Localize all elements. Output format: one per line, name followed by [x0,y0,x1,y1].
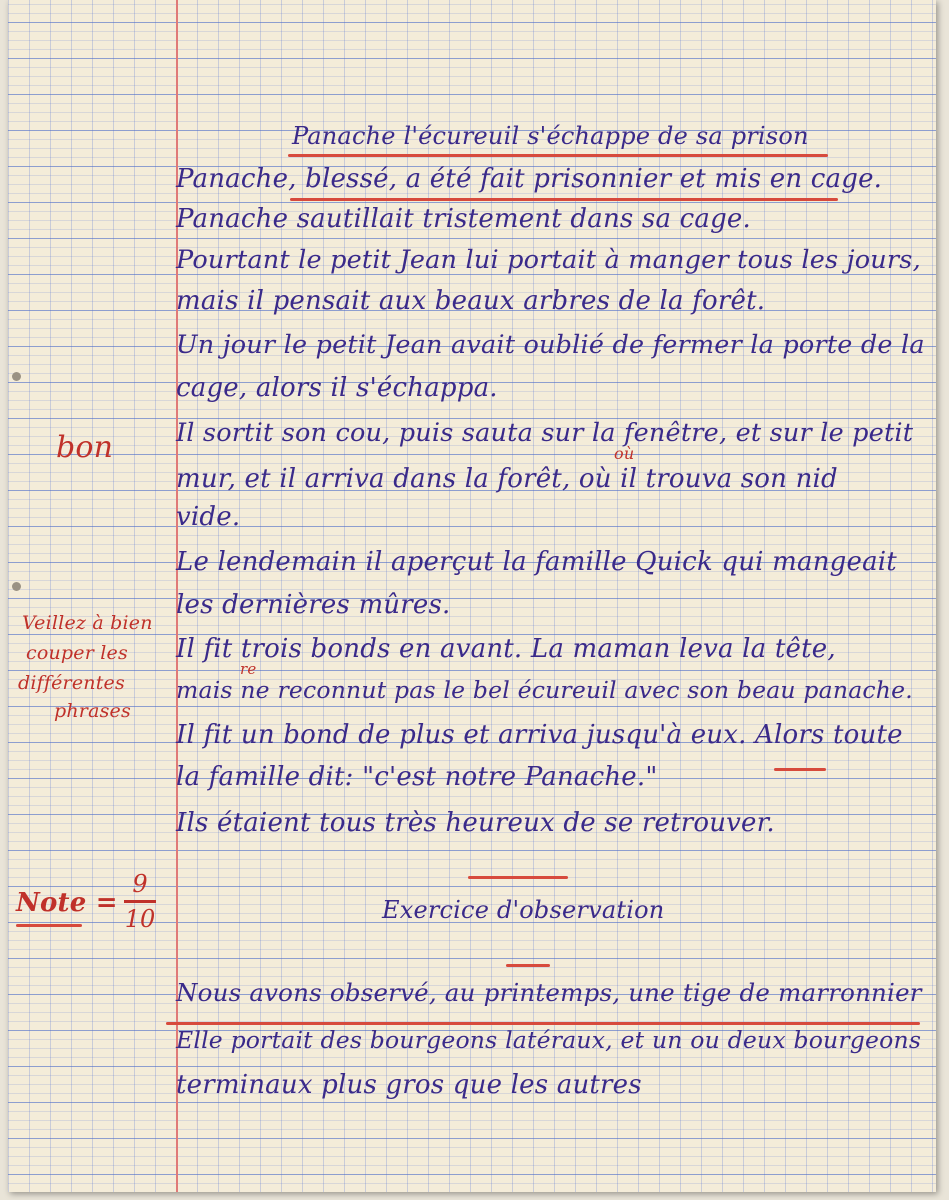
correction-re: re [240,660,257,678]
text-line: Il fit un bond de plus et arriva jusqu'à eux. Alors toute [176,720,903,750]
grade-label: Note = [16,888,118,918]
text-line: Panache sautillait tristement dans sa cage. [176,204,751,234]
margin-advice: phrases [54,700,131,722]
exercise-line: Nous avons observé, au printemps, une tige de marronnier [176,978,922,1007]
margin-advice: Veillez à bien [22,612,153,634]
text-line: mur, et il arriva dans la forêt, où il trouva son nid [176,464,838,494]
text-line: vide. [176,502,241,532]
text-line: Pourtant le petit Jean lui portait à manger tous les jours, [176,245,921,275]
grade-numerator: 9 [132,870,148,898]
text-line: mais ne reconnut pas le bel écureuil avec son beau panache. [176,676,913,704]
binding-hole [12,372,21,381]
line-underline [166,1022,920,1025]
text-line: la famille dit: "c'est notre Panache." [176,762,658,792]
text-line: les dernières mûres. [176,590,451,620]
exercise-line: Elle portait des bourgeons latéraux, et un ou deux bourgeons [176,1026,922,1054]
section-divider [468,876,568,879]
page-title: Panache l'écureuil s'échappe de sa prison [292,122,809,150]
text-line: Il sortit son cou, puis sauta sur la fenêtre, et sur le petit [176,418,914,448]
section-divider [506,964,550,967]
fraction-bar [124,900,156,903]
exercise-title: Exercice d'observation [382,896,665,924]
grade-fraction [120,870,160,933]
margin-advice: différentes [18,672,125,694]
grade-denominator: 10 [124,905,156,933]
margin-note-bon: bon [56,430,114,465]
grade-underline [16,924,82,927]
line-underline [290,198,838,201]
text-line: mais il pensait aux beaux arbres de la forêt. [176,286,766,316]
text-line: Panache, blessé, a été fait prisonnier et mis en cage. [176,164,883,194]
text-line: Il fit trois bonds en avant. La maman leva la tête, [176,634,836,664]
margin-advice: couper les [26,642,128,664]
text-line: Un jour le petit Jean avait oublié de fermer la porte de la [176,330,925,360]
text-line: Ils étaient tous très heureux de se retrouver. [176,808,775,838]
correction-ou: où [614,444,635,463]
title-underline [288,154,828,157]
text-line: cage, alors il s'échappa. [176,373,498,403]
binding-hole [12,582,21,591]
correction-underline [774,768,826,771]
text-line: Le lendemain il aperçut la famille Quick qui mangeait [176,547,897,577]
exercise-line: terminaux plus gros que les autres [176,1070,642,1100]
